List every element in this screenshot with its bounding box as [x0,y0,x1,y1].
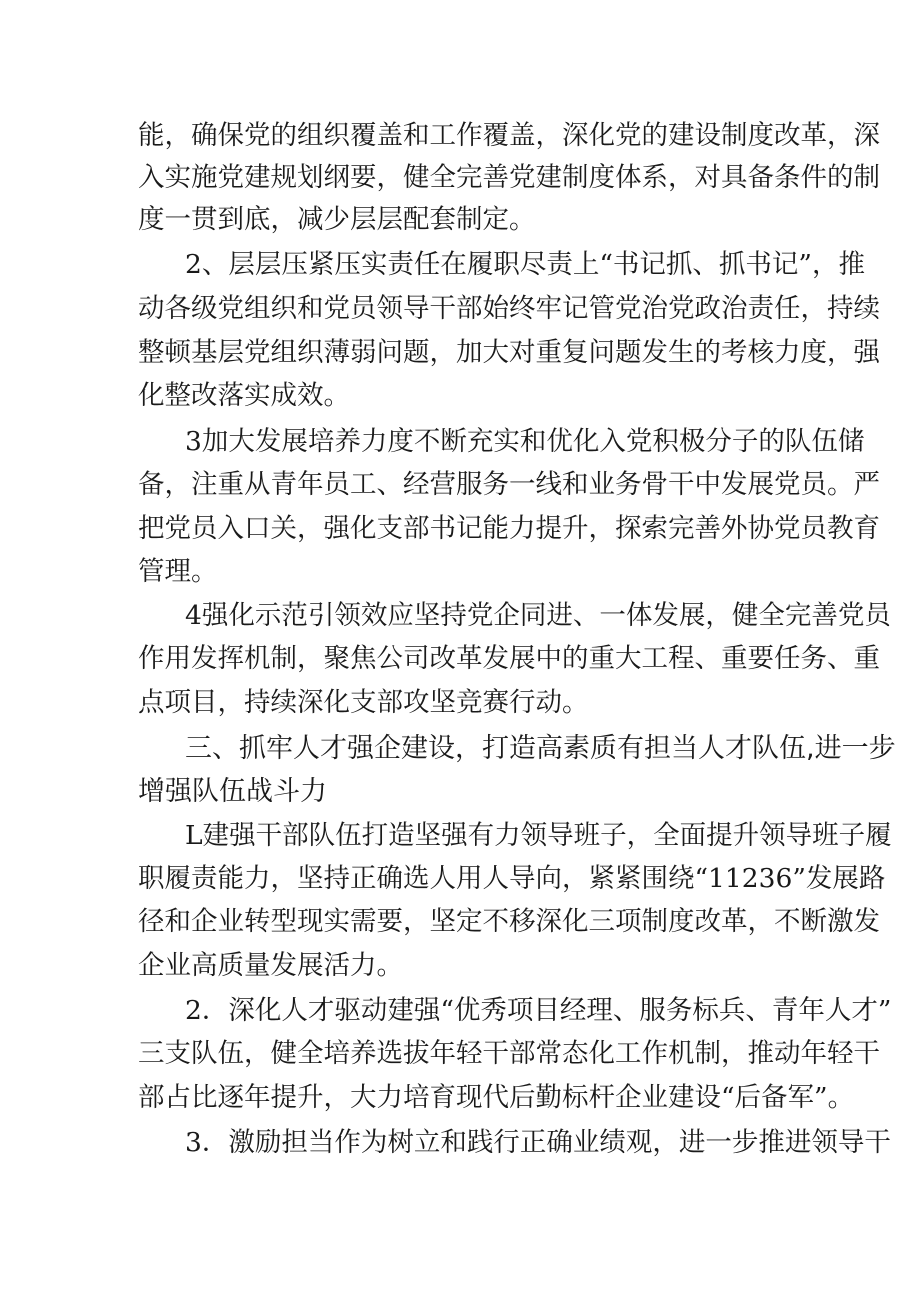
text-line: L建强干部队伍打造坚强有力领导班子，全面提升领导班子履 [185,820,892,851]
text-line: 把党员入口关，强化支部书记能力提升，探索完善外协党员教育 [138,513,880,544]
text-line: 能，确保党的组织覆盖和工作覆盖，深化党的建设制度改革，深 [138,120,880,151]
text-line: 职履责能力，坚持正确选人用人导向，紧紧围绕“11236”发展路 [138,863,886,894]
text-line: 度一贯到底，减少层层配套制定。 [138,204,536,235]
text-line: 2．深化人才驱动建强“优秀项目经理、服务标兵、青年人才” [185,995,892,1026]
text-line: 径和企业转型现实需要，坚定不移深化三项制度改革，不断激发 [138,906,880,937]
text-line: 部占比逐年提升，大力培育现代后勤标杆企业建设“后备军”。 [138,1082,855,1113]
text-line: 管理。 [138,556,218,587]
text-line: 作用发挥机制，聚焦公司改革发展中的重大工程、重要任务、重 [138,643,880,674]
text-line: 整顿基层党组织薄弱问题，加大对重复问题发生的考核力度，强 [138,337,880,368]
text-line: 备，注重从青年员工、经营服务一线和业务骨干中发展党员。严 [138,469,880,500]
text-line: 动各级党组织和党员领导干部始终牢记管党治党政治责任，持续 [138,293,880,324]
section-heading-line: 增强队伍战斗力 [138,776,327,807]
text-line: 三支队伍，健全培养选拔年轻干部常态化工作机制，推动年轻干 [138,1038,880,1069]
text-line: 4强化示范引领效应坚持党企同进、一体发展，健全完善党员 [185,600,891,631]
text-line: 企业高质量发展活力。 [138,950,403,981]
text-line: 化整改落实成效。 [138,380,350,411]
text-line: 入实施党建规划纲要，健全完善党建制度体系，对具备条件的制 [138,162,880,193]
text-line: 2、层层压紧压实责任在履职尽责上“书记抓、抓书记”，推 [185,249,865,280]
text-line: 3．激励担当作为树立和践行正确业绩观，进一步推进领导干 [185,1127,891,1158]
text-line: 点项目，持续深化支部攻坚竞赛行动。 [138,687,589,718]
section-heading-line: 三、抓牢人才强企建设，打造高素质有担当人才队伍,进一步 [185,733,896,764]
text-line: 3加大发展培养力度不断充实和优化入党积极分子的队伍储 [185,426,865,457]
